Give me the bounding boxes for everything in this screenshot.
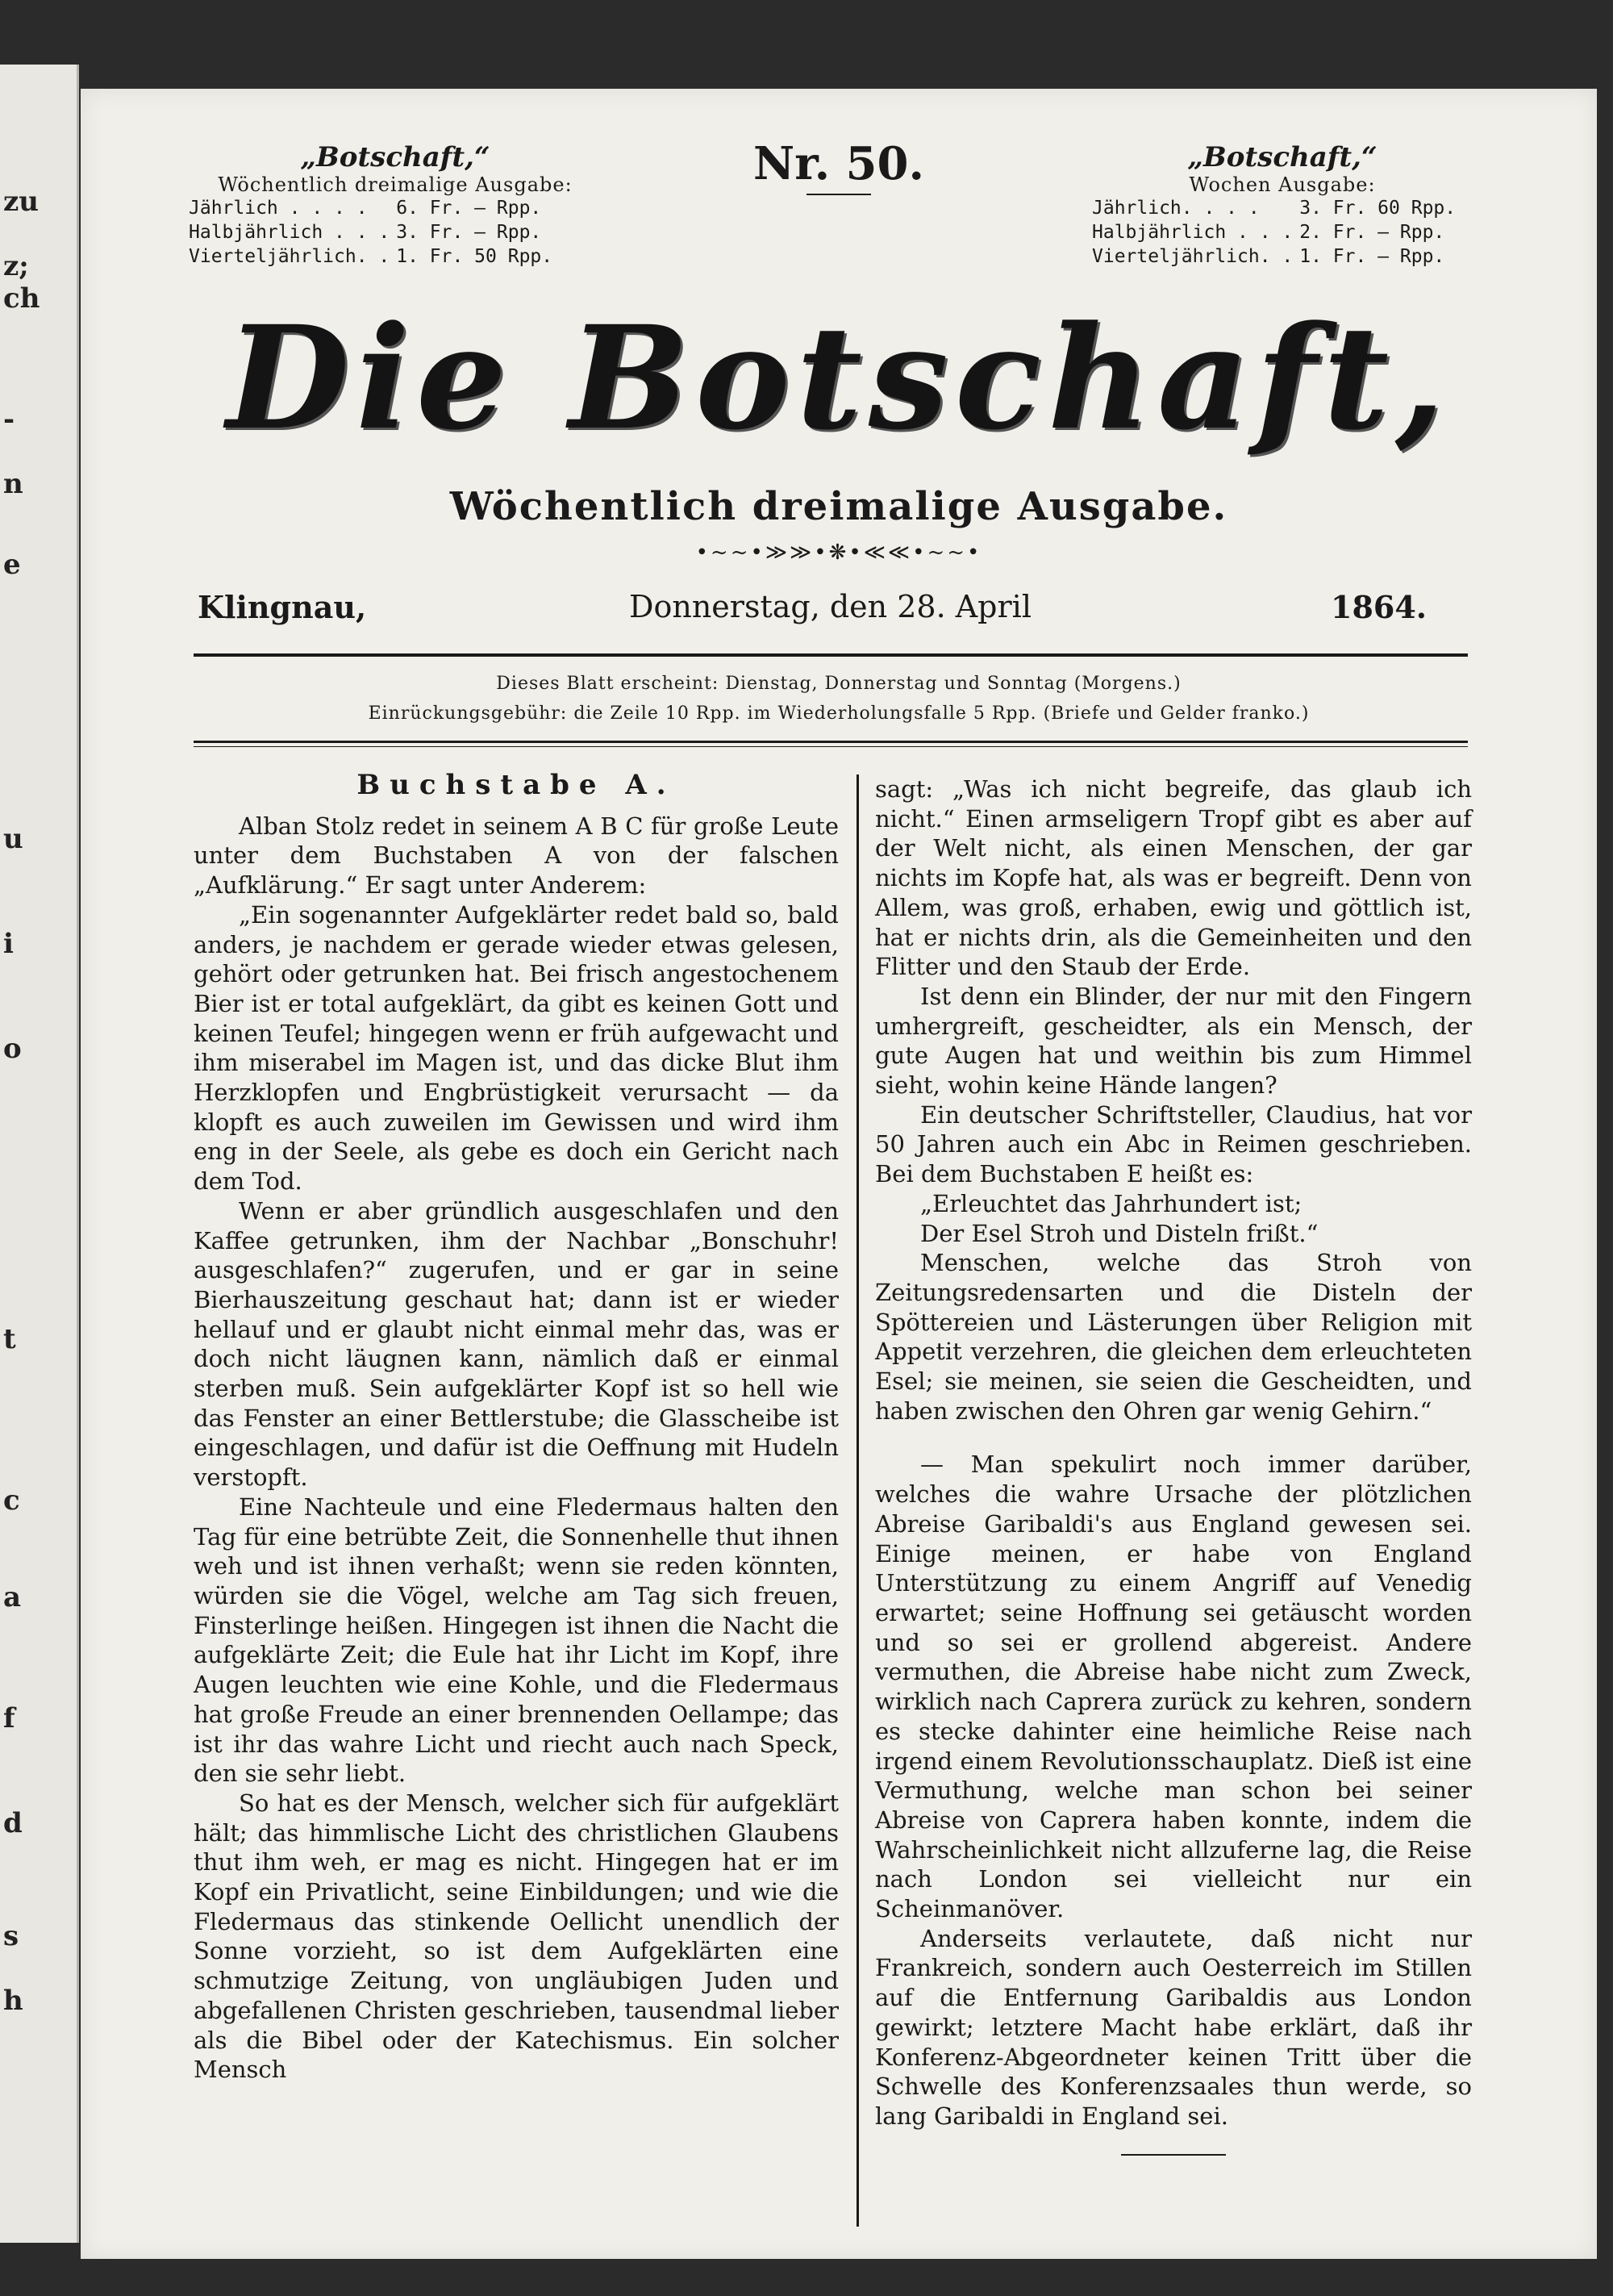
publication-notice: Dieses Blatt erscheint: Dienstag, Donnerstag und Sonntag (Morgens.) [496, 674, 1182, 694]
price-value: 6. Fr. — Rpp. [396, 198, 542, 219]
price-box-right [1073, 141, 1492, 269]
price-period: Halbjährlich . . . [189, 222, 390, 243]
column-divider [857, 774, 859, 2227]
article-heading: Buchstabe A. [356, 769, 676, 801]
prev-page-fragment: h [3, 1985, 23, 2017]
article-paragraph: Wenn er aber gründlich ausgeschlafen und den Kaffee getrunken, ihm der Nachbar „Bonschuhr! ausgeschlafen?“ zugerufen, und er gar in seine Bierhauszeitung geschaut hat; dann ist er wieder hellauf und er glaubt nicht einmal mehr das, was er doch nicht läugnen kann, nämlich daß er einmal sterben muß. Sein aufgeklärter Kopf ist so hell wie das Fenster an einer Bettlerstube; die Glasscheibe ist eingeschlagen, und dafür ist die Oeffnung mit Hudeln verstopft. [194, 1196, 839, 1492]
section-end-rule [1121, 2154, 1226, 2156]
newspaper-page [81, 89, 1597, 2259]
price-row [1089, 244, 1459, 269]
prev-page-fragment: ch [3, 282, 40, 315]
prev-page-fragment: - [3, 403, 15, 436]
article-paragraph: Alban Stolz redet in seinem A B C für große Leute unter dem Buchstaben A von der falschen „Aufklärung.“ Er sagt unter Anderem: [194, 812, 839, 900]
price-box-left [185, 141, 605, 269]
prev-page-fragment: z; [3, 250, 29, 282]
fee-notice: Einrückungsgebühr: die Zeile 10 Rpp. im Wiederholungsfalle 5 Rpp. (Briefe und Gelder franko.) [368, 703, 1310, 724]
prev-page-fragment: d [3, 1807, 23, 1839]
price-row [1089, 196, 1459, 220]
price-value: 2. Fr. — Rpp. [1299, 222, 1445, 243]
price-period: Vierteljährlich. . [1092, 246, 1294, 267]
prev-page-fragment: o [3, 1033, 22, 1065]
prev-page-fragment: s [3, 1920, 19, 1952]
previous-page-edge [0, 65, 79, 2243]
price-row [185, 244, 556, 269]
news-paragraph: — Man spekulirt noch immer darüber, welches die wahre Ursache der plötzlichen Abreise Garibaldi's aus England gewesen sei. Einige meinen, er habe von England Unterstützung zu einem Angriff auf Venedig erwartet; seine Hoffnung sei getäuscht worden und so sei er grollend abgereist. Andere vermuthen, die Abreise habe nicht zum Zweck, wirklich nach Caprera zurück zu kehren, sondern es stecke dahinter eine heimliche Reise nach irgend einem Revolutionsschauplatz. Dieß ist eine Vermuthung, welche man schon bei seiner Abreise von Caprera haben konnte, indem die Wahrscheinlichkeit nicht allzuferne lag, die Reise nach London sei vielleicht nur ein Scheinmanöver. [875, 1451, 1472, 1923]
price-row [1089, 220, 1459, 244]
price-period: Jährlich. . . . [1092, 198, 1260, 219]
article-paragraph: „Ein sogenannter Aufgeklärter redet bald so, bald anders, je nachdem er gerade wieder etwas gelesen, gehört oder getrunken hat. Bei frisch angestochenem Bier ist er total aufgeklärt, da gibt es keinen Gott und keinen Teufel; hingegen wenn er früh aufgewacht und ihm miserabel im Magen ist, und das dicke Blut ihm Herzklopfen und Engbrüstigkeit verursacht — da klopft es auch zuweilen im Gewissen und wird ihm eng in der Seele, als gebe es doch ein Gericht nach dem Tod. [194, 900, 839, 1196]
header-rule-top [194, 653, 1468, 657]
article-paragraph: Eine Nachteule und eine Fledermaus halten den Tag für eine betrübte Zeit, die Sonnenhelle thut ihnen weh und ist ihnen verhaßt; wenn sie reden könnten, würden sie die Vögel, welche am Tag sich freuen, Finsterlinge heißen. Hingegen ist ihnen die Nacht die aufgeklärte Zeit; die Eule hat ihr Licht im Kopf, ihre Augen leuchten wie eine Kohle, und die Fledermaus hat große Freude an einer brennenden Oellampe; das ist ihr das wahre Licht und riecht auch nach Speck, den sie sehr liebt. [194, 1492, 839, 1788]
prev-page-fragment: u [3, 823, 23, 855]
prev-page-fragment: f [3, 1702, 15, 1735]
issue-year: 1864. [1331, 589, 1427, 625]
header-rule-bottom [194, 741, 1468, 743]
price-row [185, 220, 556, 244]
price-value: 3. Fr. — Rpp. [396, 222, 542, 243]
price-value: 3. Fr. 60 Rpp. [1299, 198, 1457, 219]
price-value: 1. Fr. 50 Rpp. [396, 246, 553, 267]
prev-page-fragment: n [3, 468, 23, 500]
verse-line: „Erleuchtet das Jahrhundert ist; [920, 1189, 1302, 1217]
prev-page-fragment: i [3, 928, 14, 960]
issue-number-box [661, 137, 1016, 195]
prev-page-fragment: c [3, 1484, 20, 1517]
price-value: 1. Fr. — Rpp. [1299, 246, 1445, 267]
header-rule-bottom-thin [194, 746, 1468, 747]
price-period: Jährlich . . . . [189, 198, 368, 219]
masthead-title: Die Botschaft, [226, 294, 1452, 461]
price-box-title: „Botschaft,“ [300, 141, 490, 173]
issue-number: Nr. 50. [753, 137, 924, 190]
issue-date: Donnerstag, den 28. April [629, 589, 1032, 624]
prev-page-fragment: t [3, 1323, 16, 1355]
article-column-right [875, 774, 1472, 2156]
prev-page-fragment: zu [3, 186, 40, 218]
article-paragraph: Ist denn ein Blinder, der nur mit den Fingern umhergreift, gescheidter, als ein Mensch, der gute Augen hat und weithin bis zum Himmel sieht, wohin keine Hände langen? [875, 982, 1472, 1100]
price-box-subtitle: Wochen Ausgabe: [1189, 173, 1376, 196]
verse-line: Der Esel Stroh und Disteln frißt.“ [920, 1219, 1319, 1247]
place-name: Klingnau, [198, 589, 367, 625]
issue-underline [806, 194, 871, 195]
prev-page-fragment: e [3, 549, 21, 581]
article-column-left [194, 770, 839, 2085]
price-row [185, 196, 556, 220]
price-box-subtitle: Wöchentlich dreimalige Ausgabe: [218, 173, 573, 196]
news-paragraph: Anderseits verlautete, daß nicht nur Frankreich, sondern auch Oesterreich im Stillen auf die Entfernung Garibaldis aus London gewirkt; letztere Macht habe erklärt, daß ihr Konferenz-Abgeordneter keinen Tritt über die Schwelle des Konferenzsaales thun werde, so lang Garibaldi in England sei. [875, 1924, 1472, 2130]
price-period: Vierteljährlich. . [189, 246, 390, 267]
ornament-divider: •~~•≫≫•❋•≪≪•~~• [695, 541, 982, 565]
price-box-title: „Botschaft,“ [1187, 141, 1378, 173]
price-table [185, 196, 556, 269]
prev-page-fragment: a [3, 1581, 22, 1613]
masthead-subtitle: Wöchentlich dreimalige Ausgabe. [449, 484, 1228, 529]
price-table [1089, 196, 1459, 269]
price-period: Halbjährlich . . . [1092, 222, 1294, 243]
article-paragraph: So hat es der Mensch, welcher sich für aufgeklärt hält; das himmlische Licht des christlichen Glaubens thut ihm weh, er mag es nicht. Hingegen hat er im Kopf ein Privatlicht, seine Einbildungen; und wie die Fledermaus das stinkende Oellicht unendlich der Sonne vorzieht, so ist dem Aufgeklärten eine schmutzige Zeitung, von ungläubigen Juden und abgefallenen Christen geschrieben, tausendmal lieber als die Bibel oder der Katechismus. Ein solcher Mensch [194, 1789, 839, 2084]
article-paragraph: sagt: „Was ich nicht begreife, das glaub ich nicht.“ Einen armseligern Tropf gibt es aber auf der Welt nicht, als einen Menschen, der gar nichts im Kopfe hat, als was er begreift. Denn von Allem, was groß, erhaben, ewig und göttlich ist, hat er nichts drin, als die Gemeinheiten und den Flitter und den Staub der Erde. [875, 775, 1472, 981]
article-paragraph: Ein deutscher Schriftsteller, Claudius, hat vor 50 Jahren auch ein Abc in Reimen geschrieben. Bei dem Buchstaben E heißt es: [875, 1100, 1472, 1188]
article-paragraph: Menschen, welche das Stroh von Zeitungsredensarten und die Disteln der Spöttereien und Lästerungen über Religion mit Appetit verzehren, die gleichen dem erleuchteten Esel; sie meinen, sie seien die Gescheidten, und haben zwischen den Ohren gar wenig Gehirn.“ [875, 1249, 1472, 1425]
